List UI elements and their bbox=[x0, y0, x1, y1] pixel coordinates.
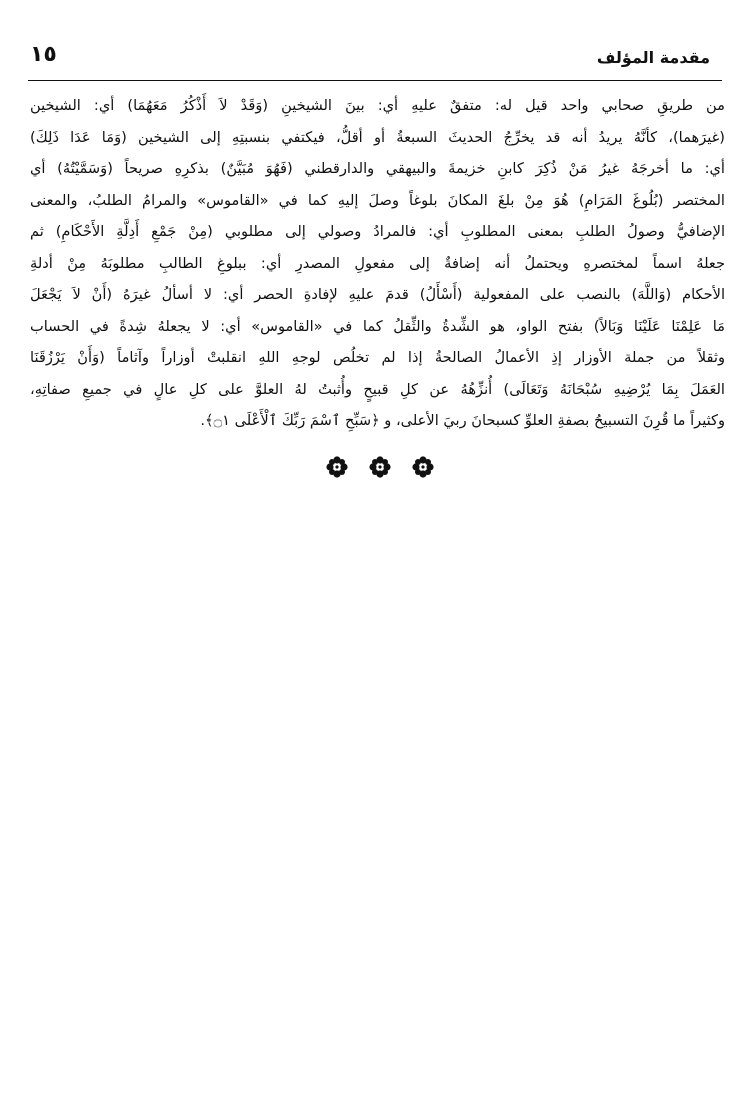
text-line: مَا عَلِمْنَا عَلَيْنَا وَبَالاً) بفتح الواو، هو الشِّدةُ والثِّقلُ كما في «القاموس» أي: لا يجعلهُ شِدةً في الحساب bbox=[30, 317, 725, 335]
text-line: الأحكام (وَاللَّهَ) بالنصب على المفعولية (أَسْأَلُ) قدمَ عليهِ لإفادةِ الحصر أي: لا أسألُ غيرَهُ (أَنْ لاَ يَجْعَلَ bbox=[30, 286, 725, 303]
text-line: المختصر (بُلُوغَ المَرَامِ) هُوَ مِنْ بلغَ المكانَ بلوغاً وصلَ إليهِ كما في «القاموس» والمرامُ الطلبُ، والمعنى bbox=[30, 191, 725, 209]
floral-ornament-icon bbox=[325, 455, 349, 479]
text-line: وثقلاً من جملة الأوزار إذِ الأعمالُ الصالحةُ إذا لم تخلُص لوجهِ اللهِ انقلبتْ أوزاراً وآثاماً (وَأَنْ يَرْزُقَنَا bbox=[30, 349, 725, 366]
text-line: (غيرَهما)، كأنَّهُ يريدُ أنه قد يخرِّجُ الحديثَ السبعةُ أو أقلُّ، فيكتفي بنسبتِهِ إلى الشيخين (وَمَا عَدَا ذَلِكَ) bbox=[30, 128, 725, 146]
floral-ornament-icon bbox=[368, 455, 392, 479]
page-number: ١٥ bbox=[30, 42, 57, 67]
running-title: مقدمة المؤلف bbox=[596, 48, 710, 67]
text-line: وكثيراً ما قُرِنَ التسبيحُ بصفةِ العلوِّ كسبحانَ ربيَ الأعلى، و ﴿سَبِّحِ ٱسْمَ رَبِّكَ ٱلْأَعْلَى ۝١﴾. bbox=[200, 412, 725, 429]
text-line: أي: ما أخرجَهُ غيرُ مَنْ ذُكِرَ كابنِ خزيمةَ والبيهقي والدارقطني (فَهُوَ مُبَيَّنٌ) بذكرِهِ صريحاً (وَسَمَّيْتُهُ) أي bbox=[30, 160, 725, 177]
floral-ornament-icon bbox=[411, 455, 435, 479]
text-line: من طريقِ صحابي واحد قيل له: متفقٌ عليهِ أي: بينَ الشيخينِ (وَقَدْ لاَ أَذْكُرُ مَعَهُمَا) أي: الشيخين bbox=[30, 97, 725, 114]
text-line: جعلهُ اسماً لمختصرهِ ويحتملُ أنه إضافةٌ إلى مفعولِ المصدرِ أي: ببلوغِ الطالبِ مطلوبَهُ مِنْ أدلةِ bbox=[30, 254, 725, 272]
body-text bbox=[30, 90, 725, 437]
text-line: العَمَلَ بِمَا يُرْضِيهِ سُبْحَانَهُ وَتَعَالَى) أُنزِّهُهُ عن كلِ قبيحٍ وأُثبتُ لهُ العلوَّ على كلِ عالٍ في جميعِ صفاتِهِ، bbox=[30, 380, 725, 398]
text-line: الإضافيُّ وصولُ الطلبِ بمعنى المطلوبِ أي: فالمرادُ وصولي إلى مطلوبي (مِنْ جَمْعِ أَدِلَّةِ الأَحْكَامِ) ثم bbox=[30, 223, 725, 240]
section-end-ornaments bbox=[325, 455, 435, 479]
header-rule bbox=[28, 80, 722, 81]
